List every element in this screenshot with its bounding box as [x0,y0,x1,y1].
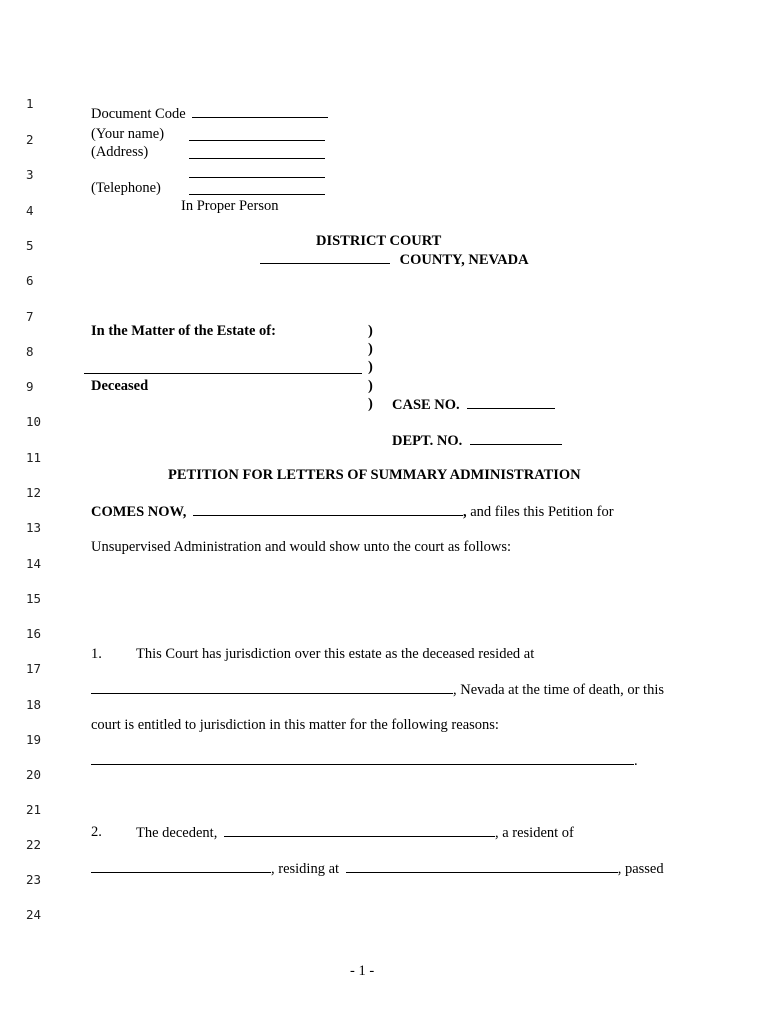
line-number: 11 [26,450,42,465]
petition-intro-line: Unsupervised Administration and would show unto the court as follows: [91,539,512,555]
line-number: 9 [26,379,34,394]
deceased-name-field[interactable] [84,360,362,374]
county-label: COUNTY, NEVADA [399,252,529,268]
address-label: (Address) [91,144,149,160]
document-code-field[interactable] [192,104,328,118]
line-number: 18 [26,697,42,712]
county-field[interactable] [260,250,390,264]
page-number: - 1 - [350,963,375,979]
paragraph-1-line2: , Nevada at the time of death, or this [453,682,664,698]
paragraph-2-passed: , passed [617,861,664,877]
document-code-label: Document Code [91,106,186,122]
case-no-label: CASE NO. [392,397,460,413]
line-number: 17 [26,661,42,676]
telephone-field[interactable] [189,181,325,195]
in-proper-person: In Proper Person [181,198,279,214]
comes-now-tail: and files this Petition for [470,504,614,520]
line-number: 21 [26,802,42,817]
paragraph-2-number: 2. [91,824,102,840]
line-number: 5 [26,238,34,253]
paragraph-2-resident: , a resident of [494,825,574,841]
paragraph-1-period: . [634,753,638,769]
court-name: DISTRICT COURT [316,233,442,249]
line-number: 15 [26,591,42,606]
paragraph-1-text: This Court has jurisdiction over this estate as the deceased resided at [136,646,535,662]
case-no-field[interactable] [467,395,555,409]
line-number: 16 [26,626,42,641]
address-field-2[interactable] [189,164,325,178]
line-number: 8 [26,344,34,359]
jurisdiction-reasons-field[interactable] [91,751,634,765]
line-number: 20 [26,767,42,782]
line-number: 7 [26,309,34,324]
dept-no-field[interactable] [470,431,562,445]
decedent-name-field[interactable] [224,823,495,837]
paragraph-1-number: 1. [91,646,102,662]
line-number: 14 [26,556,42,571]
petition-title: PETITION FOR LETTERS OF SUMMARY ADMINISTRATION [168,467,581,483]
line-number: 23 [26,872,42,887]
residence-field[interactable] [91,680,453,694]
line-number: 12 [26,485,42,500]
comes-now-comma: , [462,504,467,520]
paragraph-2-text: The decedent, [136,825,218,841]
caption-paren: ) [368,341,373,357]
paragraph-1-line3: court is entitled to jurisdiction in this matter for the following reasons: [91,717,499,733]
paragraph-2-residing: , residing at [271,861,340,877]
petitioner-name-field[interactable] [193,502,463,516]
comes-now-label: COMES NOW, [91,504,187,520]
line-number: 2 [26,132,34,147]
caption-paren: ) [368,378,373,394]
dept-no-label: DEPT. NO. [392,433,463,449]
line-number: 10 [26,414,42,429]
line-number: 6 [26,273,34,288]
address-field-1[interactable] [189,145,325,159]
caption-paren: ) [368,323,373,339]
line-number: 3 [26,167,34,182]
deceased-label: Deceased [91,378,149,394]
your-name-field[interactable] [189,127,325,141]
line-number: 24 [26,907,42,922]
line-number: 19 [26,732,42,747]
line-number: 4 [26,203,34,218]
decedent-address-field[interactable] [346,859,618,873]
your-name-label: (Your name) [91,126,165,142]
line-number: 1 [26,96,34,111]
estate-matter-label: In the Matter of the Estate of: [91,323,276,339]
caption-paren: ) [368,396,373,412]
telephone-label: (Telephone) [91,180,161,196]
line-number: 22 [26,837,42,852]
decedent-residency-field[interactable] [91,859,271,873]
line-number: 13 [26,520,42,535]
caption-paren: ) [368,359,373,375]
